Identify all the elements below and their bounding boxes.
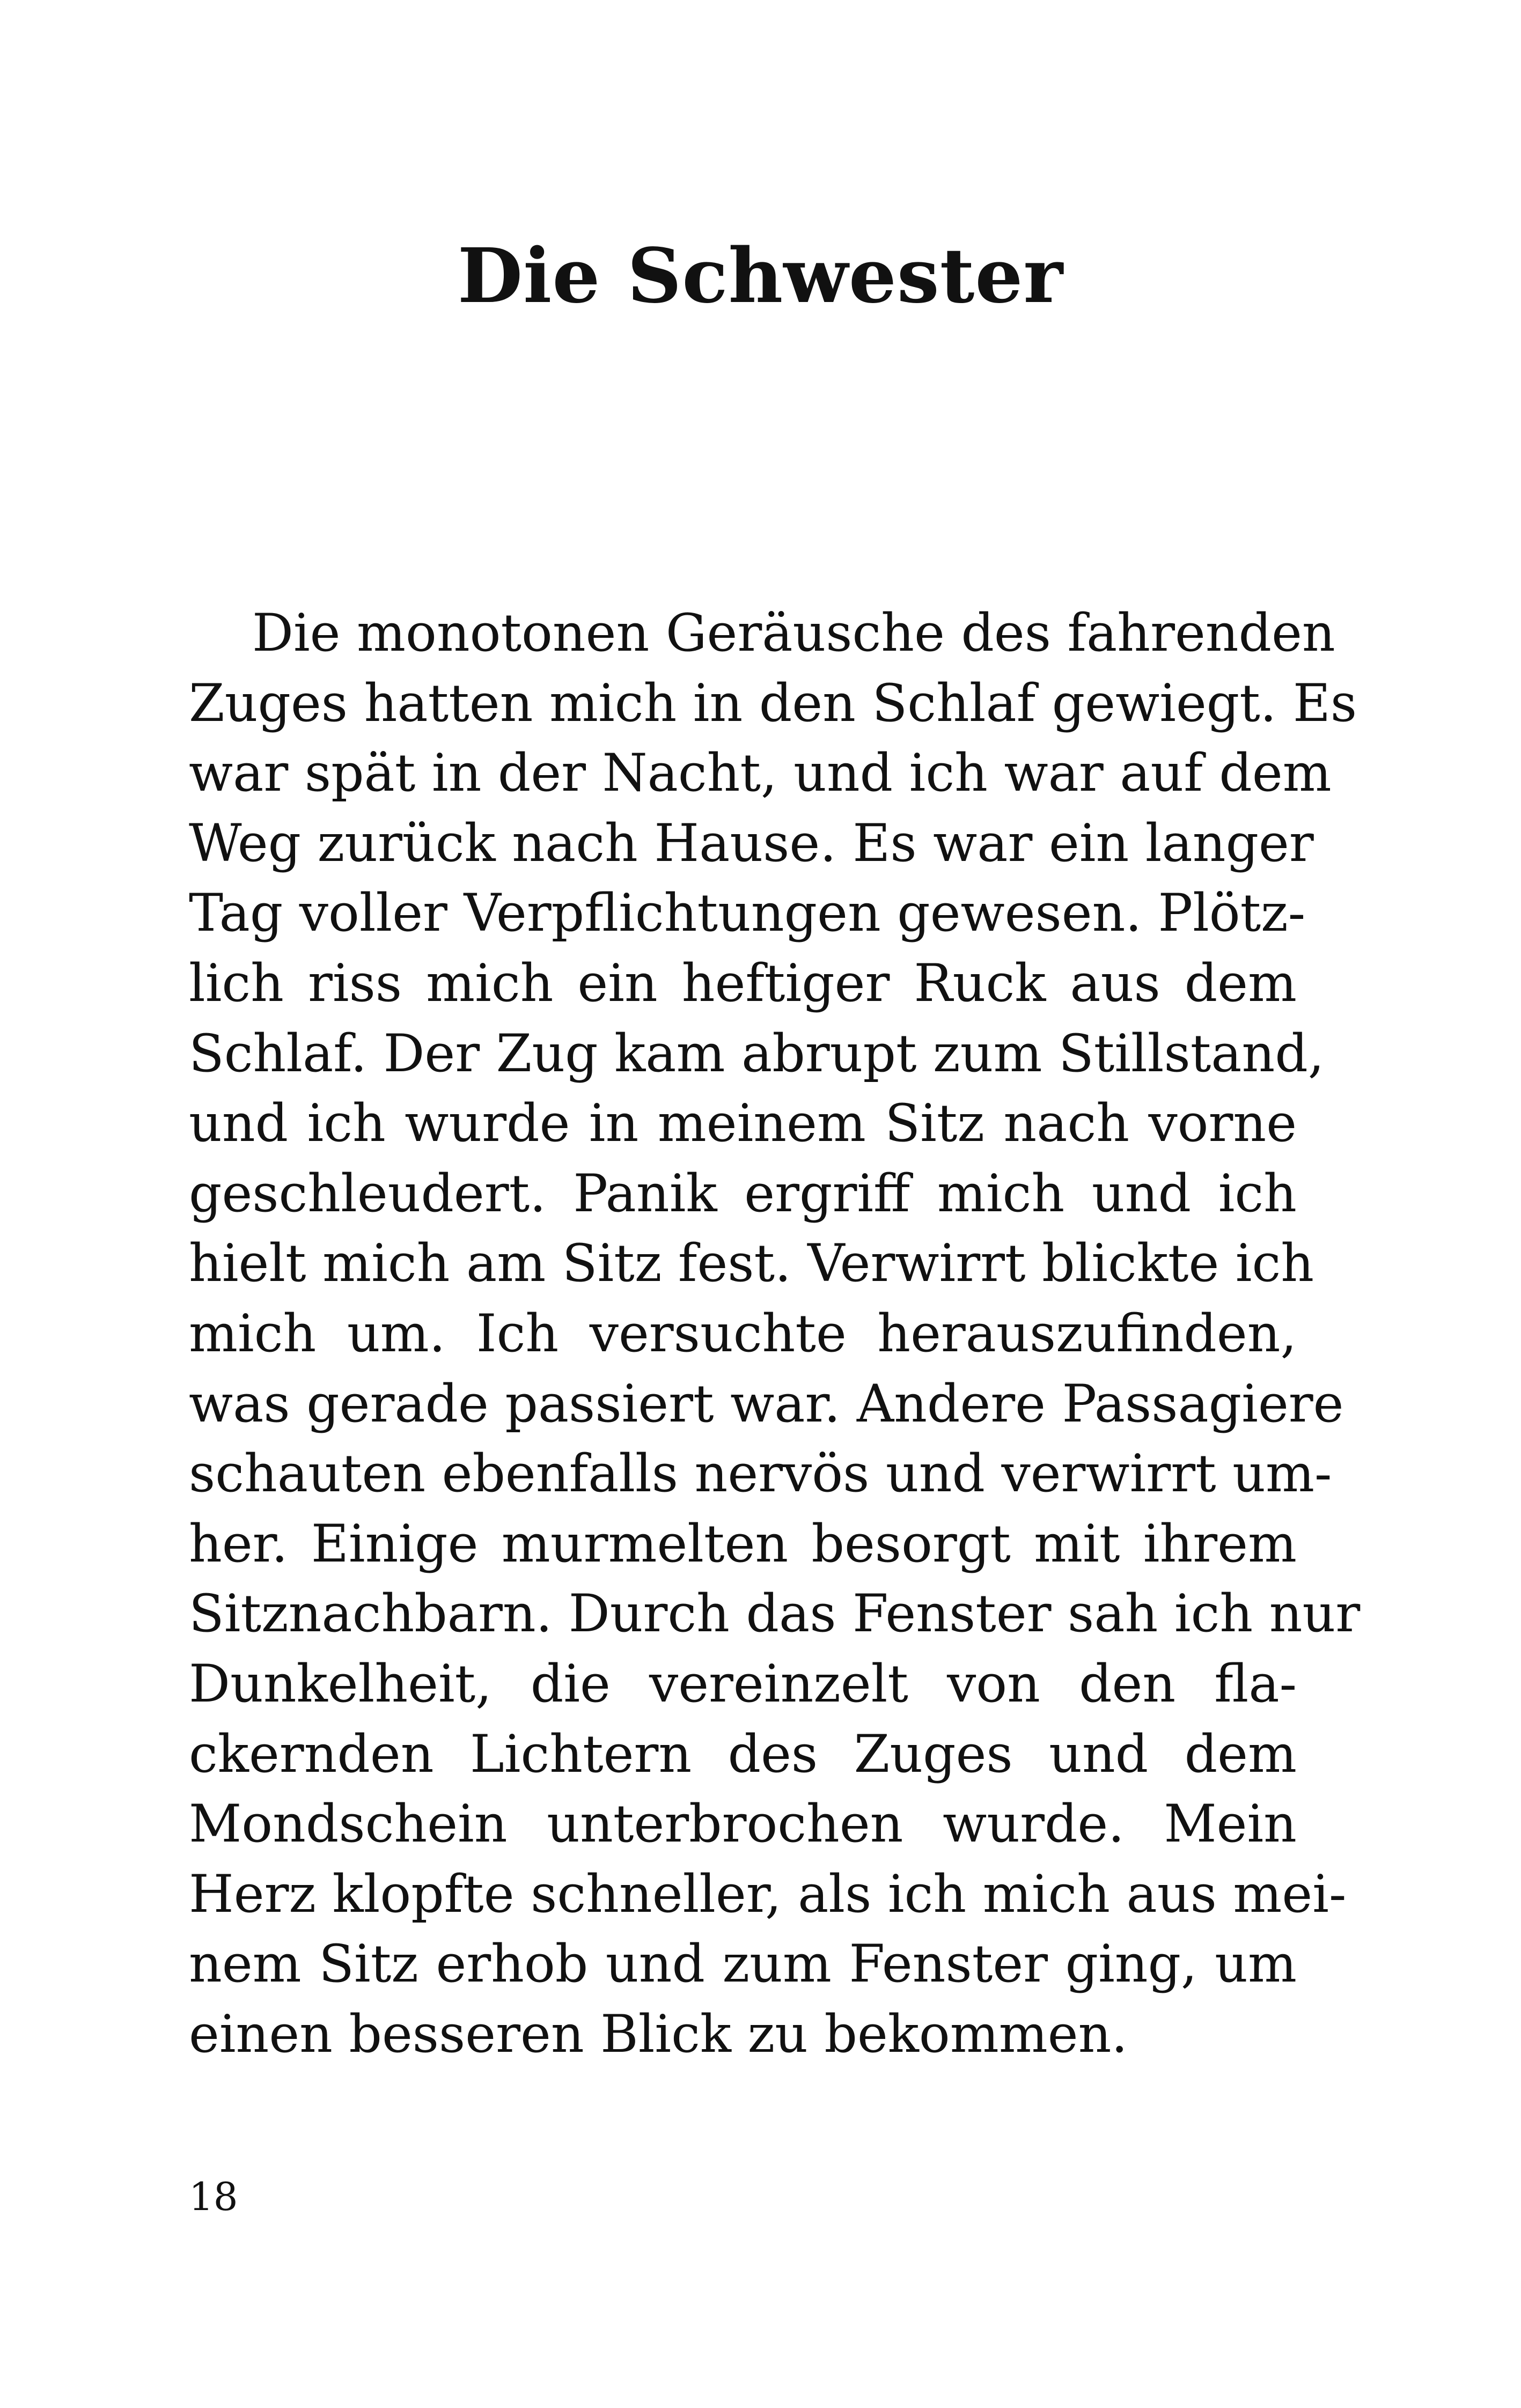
paragraph-line: schauten ebenfalls nervös und verwirrt um-	[189, 1444, 1332, 1504]
paragraph-line: geschleudert. Panik ergriff mich und ich	[189, 1163, 1297, 1224]
paragraph-line: lich riss mich ein heftiger Ruck aus dem	[189, 953, 1297, 1013]
paragraph-line: Sitznachbarn. Durch das Fenster sah ich nur	[189, 1584, 1361, 1644]
paragraph-line: Weg zurück nach Hause. Es war ein langer	[189, 813, 1314, 873]
paragraph-line: was gerade passiert war. Andere Passagiere	[189, 1373, 1344, 1434]
paragraph-line: Dunkelheit, die vereinzelt von den fla-	[189, 1653, 1297, 1714]
page-number: 18	[189, 2174, 238, 2219]
paragraph-line: Schlaf. Der Zug kam abrupt zum Stillstand,	[189, 1023, 1325, 1084]
paragraph-line: mich um. Ich versuchte herauszufinden,	[189, 1303, 1297, 1364]
paragraph	[189, 598, 1361, 2069]
paragraph-line: war spät in der Nacht, und ich war auf dem	[189, 743, 1332, 804]
paragraph-line: hielt mich am Sitz fest. Verwirrt blickte ich	[189, 1233, 1314, 1294]
paragraph-line: einen besseren Blick zu bekommen.	[189, 2004, 1128, 2064]
paragraph-line: Die monotonen Geräusche des fahrenden	[252, 603, 1335, 663]
paragraph-line: Mondschein unterbrochen wurde. Mein	[189, 1794, 1297, 1854]
paragraph-line: Zuges hatten mich in den Schlaf gewiegt. Es	[189, 673, 1357, 733]
paragraph-line: nem Sitz erhob und zum Fenster ging, um	[189, 1934, 1297, 1994]
paragraph-line: und ich wurde in meinem Sitz nach vorne	[189, 1093, 1297, 1154]
paragraph-line: ckernden Lichtern des Zuges und dem	[189, 1724, 1297, 1784]
paragraph-line: Herz klopfte schneller, als ich mich aus mei-	[189, 1864, 1347, 1924]
paragraph-line: her. Einige murmelten besorgt mit ihrem	[189, 1513, 1297, 1574]
chapter-title: Die Schwester	[457, 232, 1064, 320]
paragraph-line: Tag voller Verpflichtungen gewesen. Plötz-	[189, 883, 1306, 944]
